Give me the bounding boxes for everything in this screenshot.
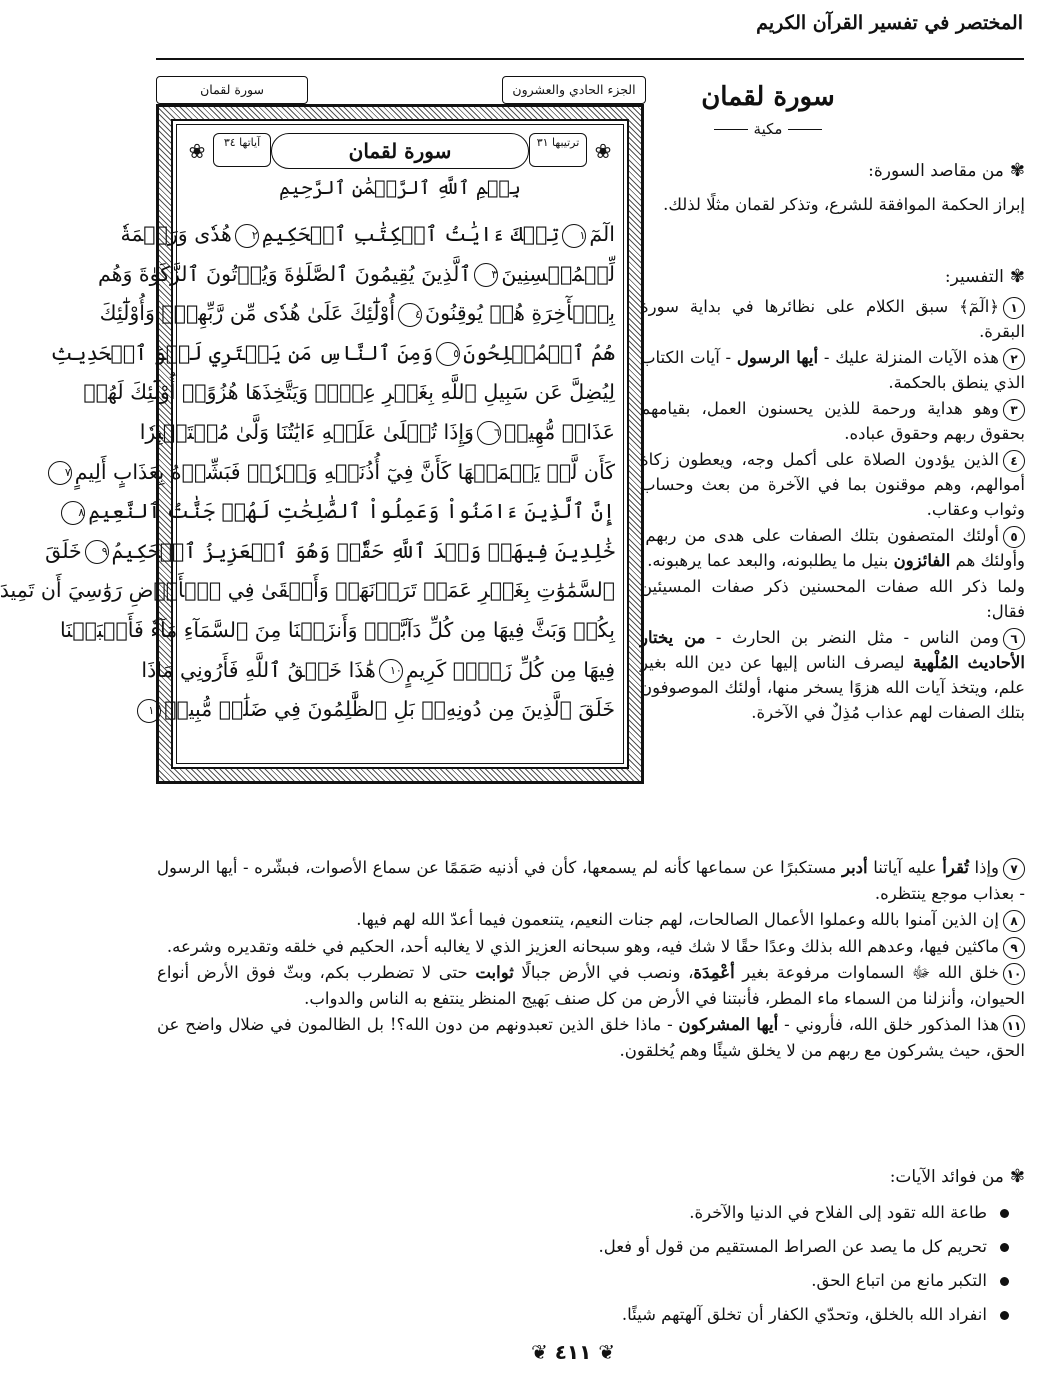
verse-line bbox=[99, 294, 615, 334]
tafsir-text: هذه الآيات المنزلة عليك - bbox=[818, 348, 1000, 367]
verse-line bbox=[139, 413, 615, 453]
benefits-heading: ✾من فوائد الآيات: bbox=[889, 1166, 1025, 1187]
verse-text: ٱلسَّمَٰوَٰتِ بِغَيۡرِ عَمَدٖ تَرَوۡنَهَاۖ وَأَلۡقَىٰ فِي ٱلۡأَرۡضِ رَوَٰسِيَ أَن تَمِيدَ bbox=[0, 578, 615, 603]
tafsir-bold: الفائزون bbox=[893, 551, 951, 570]
tafsir-paragraph bbox=[157, 855, 1025, 906]
tafsir-bold: تُقرأ bbox=[942, 858, 969, 877]
verse-text: هَٰذَا خَلۡقُ ٱللَّهِ فَأَرُونِي مَاذَا bbox=[141, 657, 376, 682]
verse-number-badge: ٩ bbox=[1003, 937, 1025, 959]
verse-line bbox=[120, 215, 615, 255]
verse-text: عَذَابٞ مُّهِينٞ bbox=[503, 419, 615, 444]
verse-line bbox=[141, 651, 615, 691]
tafsir-paragraph bbox=[157, 1012, 1025, 1063]
quran-verses bbox=[0, 215, 615, 730]
tafsir-text: ، ونصب في الأرض جبالًا bbox=[513, 963, 694, 982]
mushaf-header bbox=[156, 76, 646, 104]
verse-number-badge: ٨ bbox=[1003, 910, 1025, 932]
benefits-list bbox=[313, 1196, 1013, 1332]
tafsir-paragraph bbox=[640, 447, 1025, 522]
tafsir-bold: أدبر bbox=[841, 858, 868, 877]
ayah-number: ١١ bbox=[137, 699, 161, 723]
flower-icon: ✾ bbox=[1009, 160, 1025, 181]
ornament-icon: ❦ bbox=[591, 1340, 616, 1364]
tafsir-paragraph bbox=[640, 523, 1025, 573]
tafsir-text: مستكبرًا عن سماعها كأنه لم يسمعها، كأن في أذنيه صَمَمًا عن سماع الأصوات، فبشّره - أيها الرسول - بعذاب موجع ينتظره. bbox=[157, 858, 1025, 903]
verse-text: الٓمٓ bbox=[589, 222, 615, 246]
tafsir-paragraph bbox=[640, 625, 1025, 725]
benefit-item: التكبر مانع من اتباع الحق. bbox=[313, 1264, 1013, 1298]
header-rule bbox=[156, 58, 1024, 60]
page-number: ❦ ٤١١ ❦ bbox=[530, 1340, 616, 1364]
cartouche-title: سورة لقمان bbox=[271, 133, 529, 169]
verse-text: لِّلۡمُحۡسِنِينَ bbox=[501, 261, 615, 286]
tafsir-paragraph bbox=[157, 960, 1025, 1011]
ayah-number: ٩ bbox=[85, 540, 109, 564]
tafsir-bold: أعْمِدَة bbox=[693, 963, 735, 982]
verse-line bbox=[59, 611, 615, 651]
verse-line bbox=[45, 532, 615, 572]
tafsir-full-width bbox=[157, 855, 1025, 1064]
tafsir-text: عليه آياتنا bbox=[867, 858, 943, 877]
verse-text: خَلَقَ ٱلَّذِينَ مِن دُونِهِۦۚ بَلِ ٱلظَّٰلِمُونَ فِي ضَلَٰلٖ مُّبِينٖ bbox=[164, 697, 615, 722]
flower-icon: ✾ bbox=[1009, 266, 1025, 287]
verse-text: ٱلَّذِينَ يُقِيمُونَ ٱلصَّلَوٰةَ وَيُؤۡتُونَ ٱلزَّكَوٰةَ وَهُم bbox=[98, 261, 472, 286]
ayah-number: ١ bbox=[562, 224, 586, 248]
benefit-item: تحريم كل ما يصد عن الصراط المستقيم من قول أو فعل. bbox=[313, 1230, 1013, 1264]
tafsir-heading: ✾التفسير: bbox=[944, 266, 1025, 287]
benefit-item: انفراد الله بالخلق، وتحدّي الكفار أن تخلق آلهتهم شيئًا. bbox=[313, 1298, 1013, 1332]
verse-line bbox=[64, 453, 615, 493]
ornament-icon: ❀ bbox=[594, 139, 612, 163]
tafsir-text: الذين يؤدون الصلاة على أكمل وجه، ويعطون زكاة أموالهم، وهم موقنون بما في الآخرة من بعث وحساب وثواب وعقاب. bbox=[640, 450, 1025, 519]
benefit-item: طاعة الله تقود إلى الفلاح في الدنيا والآخرة. bbox=[313, 1196, 1013, 1230]
ayah-number: ١٠ bbox=[379, 659, 403, 683]
tafsir-text: وهو هداية ورحمة للذين يحسنون العمل، بقيامهم بحقوق ربهم وحقوق عباده. bbox=[640, 399, 1025, 443]
verse-text: وَمِنَ ٱلنَّاسِ مَن يَشۡتَرِي لَهۡوَ ٱلۡحَدِيثِ bbox=[50, 340, 434, 365]
flower-icon: ✾ bbox=[1009, 1166, 1025, 1187]
tafsir-text: ومن الناس - مثل النضر بن الحارث - bbox=[705, 628, 999, 647]
verse-line bbox=[148, 690, 615, 730]
tafsir-text: خلق الله ﷻ السماوات مرفوعة بغير bbox=[734, 963, 999, 982]
verse-text: فِيهَا مِن كُلِّ زَوۡجٖ كَرِيمٍ bbox=[405, 657, 615, 682]
objectives-heading: ✾من مقاصد السورة: bbox=[868, 160, 1025, 181]
mushaf-page bbox=[0, 119, 629, 769]
tafsir-paragraph bbox=[157, 907, 1025, 933]
ayah-number: ٤ bbox=[398, 303, 422, 327]
verse-text: هُمُ ٱلۡمُفۡلِحُونَ bbox=[463, 340, 615, 365]
tafsir-paragraph bbox=[640, 574, 1025, 624]
ayah-number: ٥ bbox=[436, 342, 460, 366]
tafsir-text: إن الذين آمنوا بالله وعملوا الأعمال الصالحات، لهم جنات النعيم، يتنعمون فيما أعدّ الله لهم فيها. bbox=[356, 910, 999, 929]
tafsir-text: - ماذا خلق الذين تعبدونهم من دون الله؟! بل الظالمون في ضلال واضح عن الحق، حيث يشركون مع ربهم من لا يخلق شيئًا وهم يُخلقون. bbox=[157, 1015, 1025, 1060]
verse-number-badge: ١١ bbox=[1003, 1015, 1025, 1037]
verse-text: أُوْلَٰٓئِكَ عَلَىٰ هُدٗى مِّن رَّبِّهِمۡۖ وَأُوْلَٰٓئِكَ bbox=[99, 301, 396, 326]
verse-text: إِنَّ ٱلَّذِينَ ءَامَنُواْ وَعَمِلُواْ ٱلصَّٰلِحَٰتِ لَهُمۡ جَنَّٰتُ ٱلنَّعِيمِ bbox=[88, 499, 615, 524]
basmala: بِسۡمِ ٱللَّهِ ٱلرَّحۡمَٰنِ ٱلرَّحِيمِ bbox=[279, 177, 521, 199]
verse-number-badge: ٦ bbox=[1003, 628, 1025, 650]
verse-line bbox=[98, 255, 615, 295]
ayah-number: ٢ bbox=[235, 224, 259, 248]
tafsir-text: - آيات الكتاب الذي ينطق بالحكمة. bbox=[640, 348, 1025, 392]
running-head: المختصر في تفسير القرآن الكريم bbox=[756, 12, 1023, 34]
tafsir-text: وإذا bbox=[968, 858, 999, 877]
verse-line bbox=[78, 492, 615, 532]
verse-number-badge: ٧ bbox=[1003, 858, 1025, 880]
verse-number-badge: ٢ bbox=[1003, 348, 1025, 370]
ayah-number: ٧ bbox=[48, 461, 72, 485]
surah-label: سورة لقمان bbox=[156, 76, 308, 104]
tafsir-bold: أيها المشركون bbox=[678, 1015, 779, 1034]
tafsir-column bbox=[640, 294, 1025, 726]
tafsir-text: هذا المذكور خلق الله، فأروني - bbox=[778, 1015, 1000, 1034]
verse-number-badge: ١ bbox=[1003, 297, 1025, 319]
surah-title: سورة لقمان bbox=[701, 82, 835, 112]
ornament-icon: ❦ bbox=[530, 1340, 555, 1364]
juz-label: الجزء الحادي والعشرون bbox=[502, 76, 646, 104]
tafsir-paragraph bbox=[640, 345, 1025, 395]
tafsir-text: بنيل ما يطلبونه، والبعد عما يرهبونه. bbox=[647, 551, 894, 570]
verse-text: كَأَن لَّمۡ يَسۡمَعۡهَا كَأَنَّ فِيٓ أُذُنَيۡهِ وَقۡرٗاۖ فَبَشِّرۡهُ بِعَذَابٍ أَلِيمٍ bbox=[74, 459, 615, 484]
surah-order: ترتيبها ٣١ bbox=[529, 133, 587, 167]
objectives-text: إبراز الحكمة الموافقة للشرع، وتذكر لقمان مثلًا لذلك. bbox=[663, 195, 1025, 214]
verse-text: خَٰلِدِينَ فِيهَاۖ وَعۡدَ ٱللَّهِ حَقّٗاۚ وَهُوَ ٱلۡعَزِيزُ ٱلۡحَكِيمُ bbox=[111, 538, 615, 563]
verse-text: لِيُضِلَّ عَن سَبِيلِ ٱللَّهِ بِغَيۡرِ عِلۡمٖ وَيَتَّخِذَهَا هُزُوًاۚ أُوْلَٰٓئِكَ لَهُمۡ bbox=[83, 380, 615, 405]
verse-text: تِلۡكَ ءَايَٰتُ ٱلۡكِتَٰبِ ٱلۡحَكِيمِ bbox=[261, 222, 560, 246]
verse-text: بِكُمۡ وَبَثَّ فِيهَا مِن كُلِّ دَآبَّةٖۚ وَأَنزَلۡنَا مِنَ ٱلسَّمَآءِ مَآءٗ فَأَنۢبَتۡنَا bbox=[59, 617, 615, 642]
tafsir-text: ماكثين فيها، وعدهم الله بذلك وعدًا حقًا لا شك فيه، وهو سبحانه العزيز الذي لا يغالبه أحد، الحكيم في خلقه وتقديره وشرعه. bbox=[166, 936, 999, 956]
surah-type: مكية bbox=[698, 120, 838, 138]
tafsir-paragraph bbox=[157, 934, 1025, 960]
tafsir-text: حتى لا تضطرب بكم، وبثّ فوق الأرض أنواع الحيوان، وأنزلنا من السماء ماء المطر، فأنبتنا في الأرض من كل صنف بَهيج المنظر ينتفع به الناس والدواب. bbox=[157, 963, 1025, 1008]
tafsir-bold: من يختار الأحاديث المُلْهية bbox=[640, 628, 1025, 672]
tafsir-paragraph bbox=[640, 294, 1025, 344]
verse-line bbox=[50, 334, 615, 374]
ornament-icon: ❀ bbox=[188, 139, 206, 163]
tafsir-text: ولما ذكر الله صفات المحسنين ذكر صفات المسيئين فقال: bbox=[640, 577, 1025, 621]
tafsir-bold: أيها الرسول bbox=[736, 348, 819, 367]
verse-number-badge: ١٠ bbox=[1003, 963, 1025, 985]
verse-text: بِٱلۡأٓخِرَةِ هُمۡ يُوقِنُونَ bbox=[425, 301, 615, 326]
ayah-number: ٦ bbox=[477, 421, 501, 445]
ayah-count: آياتها ٣٤ bbox=[213, 133, 271, 167]
verse-text: خَلَقَ bbox=[45, 538, 82, 563]
tafsir-text: أولئك المتصفون بتلك الصفات على هدى من ربهم، وأولئك هم bbox=[640, 526, 1025, 570]
mushaf-frame bbox=[0, 104, 644, 784]
tafsir-bold: ثوابت bbox=[475, 963, 514, 982]
verse-number-badge: ٣ bbox=[1003, 399, 1025, 421]
ayah-number: ٣ bbox=[474, 263, 498, 287]
verse-text: هُدٗى وَرَحۡمَةٗ bbox=[120, 222, 232, 246]
verse-text: وَإِذَا تُتۡلَىٰ عَلَيۡهِ ءَايَٰتُنَا وَلَّىٰ مُسۡتَكۡبِرٗا bbox=[139, 419, 474, 444]
tafsir-text: ليصرف الناس إليها عن دين الله بغير علم، ويتخذ آيات الله هزوًا يسخر منها، أولئك الموصوفون بتلك الصفات لهم عذاب مُذِلٌ في الآخرة. bbox=[640, 653, 1025, 722]
tafsir-text: ﴿الٓمٓ﴾ سبق الكلام على نظائرها في بداية سورة البقرة. bbox=[640, 297, 1025, 341]
tafsir-paragraph bbox=[640, 396, 1025, 446]
verse-line bbox=[83, 373, 615, 413]
surah-cartouche bbox=[181, 127, 619, 175]
verse-number-badge: ٥ bbox=[1003, 526, 1025, 548]
verse-line bbox=[0, 571, 615, 611]
verse-number-badge: ٤ bbox=[1003, 450, 1025, 472]
ayah-number: ٨ bbox=[61, 501, 85, 525]
